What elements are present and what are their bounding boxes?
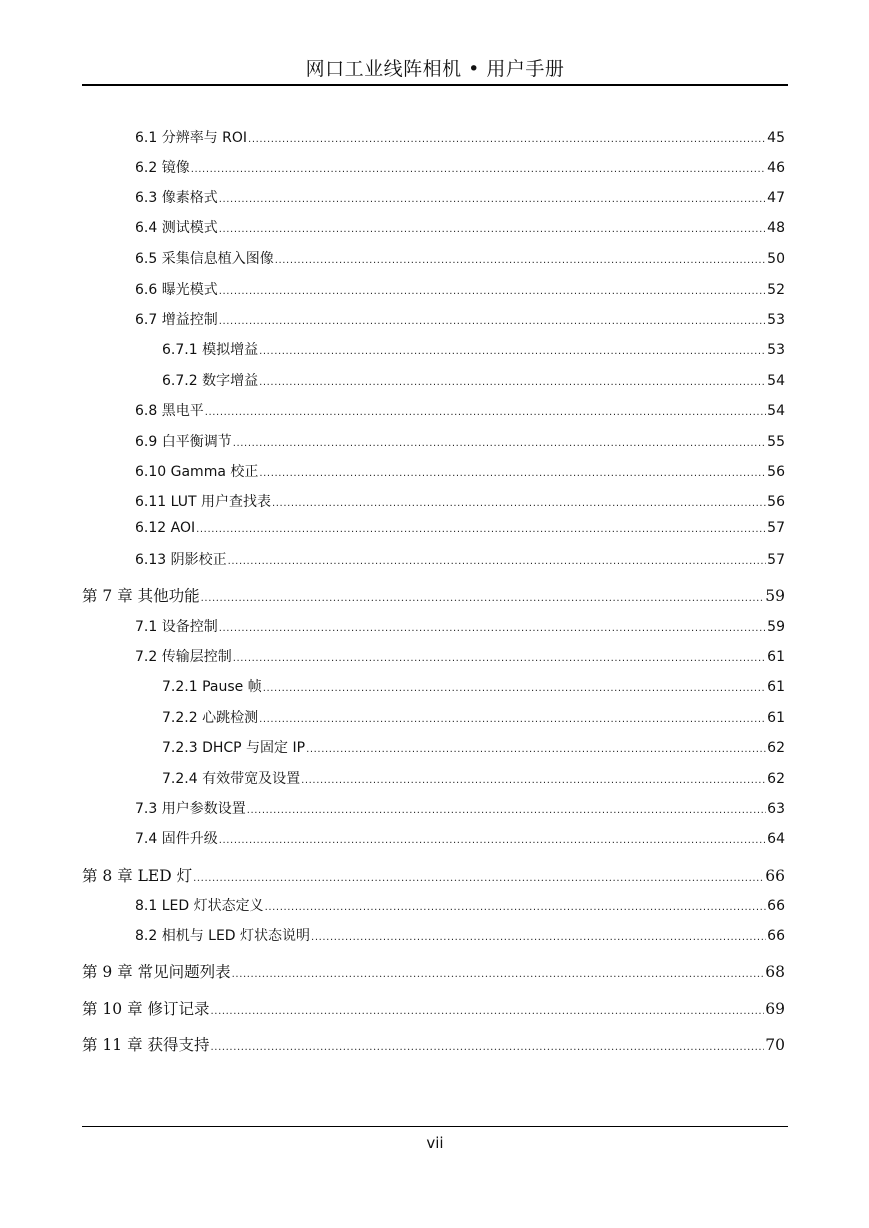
dot-leader xyxy=(201,593,765,604)
toc-entry-label: 7.2.3 DHCP 与固定 IP xyxy=(162,740,306,756)
toc-entry-6-7[interactable] xyxy=(135,309,785,329)
toc-entry-7-2-2[interactable] xyxy=(162,707,785,727)
dot-leader xyxy=(259,377,766,388)
dot-leader xyxy=(263,683,766,694)
toc-entry-7-2-3[interactable] xyxy=(162,737,785,757)
toc-entry-label: 6.13 阴影校正 xyxy=(135,552,227,568)
toc-entry-page: 57 xyxy=(767,552,785,568)
toc-entry-label: 6.3 像素格式 xyxy=(135,190,218,206)
toc-entry-page: 57 xyxy=(767,520,785,536)
toc-entry-page: 53 xyxy=(767,312,785,328)
toc-entry-label: 6.10 Gamma 校正 xyxy=(135,464,259,480)
toc-chapter-11[interactable] xyxy=(82,1033,785,1055)
toc-entry-8-1[interactable] xyxy=(135,895,785,915)
dot-leader xyxy=(191,164,766,175)
toc-entry-label: 7.2.4 有效带宽及设置 xyxy=(162,771,301,787)
toc-entry-page: 61 xyxy=(767,710,785,726)
toc-entry-6-4[interactable] xyxy=(135,217,785,237)
toc-entry-label: 6.7 增益控制 xyxy=(135,312,218,328)
toc-entry-label: 6.7.1 模拟增益 xyxy=(162,342,259,358)
dot-leader xyxy=(272,498,766,509)
toc-entry-page: 52 xyxy=(767,282,785,298)
toc-entry-page: 59 xyxy=(765,587,785,605)
dot-leader xyxy=(211,1042,765,1053)
toc-entry-page: 63 xyxy=(767,801,785,817)
toc-entry-6-3[interactable] xyxy=(135,187,785,207)
toc-entry-label: 6.6 曝光模式 xyxy=(135,282,218,298)
toc-entry-page: 46 xyxy=(767,160,785,176)
toc-entry-label: 第 8 章 LED 灯 xyxy=(82,867,193,885)
toc-entry-label: 7.1 设备控制 xyxy=(135,619,218,635)
dot-leader xyxy=(219,286,766,297)
toc-entry-6-11[interactable] xyxy=(135,491,785,511)
dot-leader xyxy=(259,714,766,725)
toc-entry-page: 54 xyxy=(767,373,785,389)
toc-entry-label: 6.12 AOI xyxy=(135,520,196,536)
toc-entry-page: 59 xyxy=(767,619,785,635)
dot-leader xyxy=(301,775,766,786)
toc-entry-6-2[interactable] xyxy=(135,157,785,177)
toc-entry-label: 7.2.1 Pause 帧 xyxy=(162,679,262,695)
toc-entry-page: 45 xyxy=(767,130,785,146)
dot-leader xyxy=(232,969,765,980)
toc-entry-label: 6.7.2 数字增益 xyxy=(162,373,259,389)
toc-entry-page: 70 xyxy=(765,1036,785,1054)
page-header-title: 网口工业线阵相机 • 用户手册 xyxy=(305,58,565,80)
toc-chapter-9[interactable] xyxy=(82,960,785,982)
toc-entry-6-10[interactable] xyxy=(135,461,785,481)
toc-entry-page: 55 xyxy=(767,434,785,450)
toc-entry-page: 50 xyxy=(767,251,785,267)
dot-leader xyxy=(311,932,766,943)
toc-entry-6-9[interactable] xyxy=(135,431,785,451)
toc-entry-label: 第 11 章 获得支持 xyxy=(82,1036,210,1054)
dot-leader xyxy=(265,902,767,913)
toc-entry-label: 6.4 测试模式 xyxy=(135,220,218,236)
toc-chapter-8[interactable] xyxy=(82,864,785,886)
toc-entry-7-3[interactable] xyxy=(135,798,785,818)
toc-entry-label: 8.2 相机与 LED 灯状态说明 xyxy=(135,928,311,944)
dot-leader xyxy=(259,468,766,479)
dot-leader xyxy=(275,255,766,266)
toc-entry-7-1[interactable] xyxy=(135,616,785,636)
toc-entry-7-2-4[interactable] xyxy=(162,768,785,788)
toc-entry-label: 6.9 白平衡调节 xyxy=(135,434,232,450)
toc-entry-6-6[interactable] xyxy=(135,279,785,299)
toc-entry-label: 7.2 传输层控制 xyxy=(135,649,232,665)
toc-entry-page: 69 xyxy=(765,1000,785,1018)
dot-leader xyxy=(306,744,766,755)
dot-leader xyxy=(219,835,766,846)
dot-leader xyxy=(259,346,766,357)
toc-entry-page: 64 xyxy=(767,831,785,847)
toc-entry-page: 56 xyxy=(767,494,785,510)
dot-leader xyxy=(205,407,766,418)
dot-leader xyxy=(219,224,766,235)
toc-entry-label: 7.3 用户参数设置 xyxy=(135,801,246,817)
toc-entry-6-7-2[interactable] xyxy=(162,370,785,390)
dot-leader xyxy=(233,653,766,664)
toc-entry-page: 66 xyxy=(767,898,785,914)
toc-entry-6-5[interactable] xyxy=(135,248,785,268)
toc-entry-6-13[interactable] xyxy=(135,549,785,569)
dot-leader xyxy=(193,873,764,884)
dot-leader xyxy=(219,316,766,327)
dot-leader xyxy=(248,134,766,145)
dot-leader xyxy=(219,194,766,205)
toc-entry-label: 7.2.2 心跳检测 xyxy=(162,710,259,726)
dot-leader xyxy=(211,1006,765,1017)
toc-entry-page: 62 xyxy=(767,740,785,756)
toc-entry-label: 6.1 分辨率与 ROI xyxy=(135,130,248,146)
toc-entry-page: 66 xyxy=(765,867,785,885)
toc-entry-label: 7.4 固件升级 xyxy=(135,831,218,847)
toc-entry-page: 68 xyxy=(765,963,785,981)
toc-entry-page: 48 xyxy=(767,220,785,236)
toc-entry-label: 第 10 章 修订记录 xyxy=(82,1000,210,1018)
toc-chapter-10[interactable] xyxy=(82,997,785,1019)
toc-entry-page: 54 xyxy=(767,403,785,419)
toc-entry-label: 6.8 黑电平 xyxy=(135,403,204,419)
toc-entry-label: 6.11 LUT 用户查找表 xyxy=(135,494,271,510)
toc-entry-6-8[interactable] xyxy=(135,400,785,420)
toc-entry-label: 6.5 采集信息植入图像 xyxy=(135,251,274,267)
toc-entry-page: 53 xyxy=(767,342,785,358)
toc-entry-8-2[interactable] xyxy=(135,925,785,945)
dot-leader xyxy=(228,556,767,567)
toc-entry-page: 56 xyxy=(767,464,785,480)
toc-entry-page: 66 xyxy=(767,928,785,944)
toc-entry-7-2-1[interactable] xyxy=(162,676,785,696)
dot-leader xyxy=(247,805,766,816)
toc-entry-page: 62 xyxy=(767,771,785,787)
toc-entry-6-7-1[interactable] xyxy=(162,339,785,359)
toc-entry-label: 第 7 章 其他功能 xyxy=(82,587,200,605)
toc-entry-7-2[interactable] xyxy=(135,646,785,666)
toc-entry-page: 61 xyxy=(767,649,785,665)
page-number: vii xyxy=(426,1134,444,1152)
toc-entry-label: 6.2 镜像 xyxy=(135,160,190,176)
toc-entry-page: 47 xyxy=(767,190,785,206)
toc-entry-6-12[interactable] xyxy=(135,520,785,536)
dot-leader xyxy=(233,438,766,449)
toc-entry-7-4[interactable] xyxy=(135,828,785,848)
dot-leader xyxy=(219,623,766,634)
toc-chapter-7[interactable] xyxy=(82,584,785,606)
toc-entry-page: 61 xyxy=(767,679,785,695)
footer-rule xyxy=(82,1126,788,1127)
toc-entry-label: 8.1 LED 灯状态定义 xyxy=(135,898,264,914)
toc-entry-6-1[interactable] xyxy=(135,127,785,147)
toc-entry-label: 第 9 章 常见问题列表 xyxy=(82,963,231,981)
dot-leader xyxy=(196,524,766,535)
